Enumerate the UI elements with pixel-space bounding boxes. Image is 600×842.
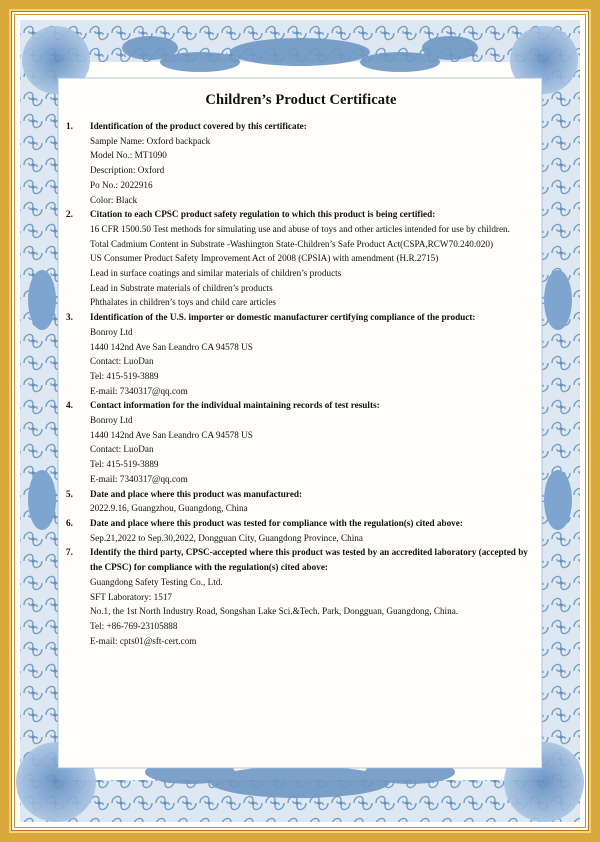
section-heading: Identification of the product covered by this certificate:	[90, 121, 307, 131]
certificate-title: Children’s Product Certificate	[205, 92, 397, 108]
section-body	[90, 310, 536, 398]
section-body	[90, 545, 536, 648]
section-number: 6.	[66, 517, 73, 528]
section-line: Sep.21,2022 to Sep.30,2022, Dongguan City, Guangdong Province, China	[90, 532, 363, 543]
section-heading: Date and place where this product was manufactured:	[90, 488, 303, 499]
section-4	[66, 398, 536, 486]
section-line: Total Cadmium Content in Substrate -Washington State-Children’s Safe Product Act(CSPA,RCW70.240.020)	[90, 238, 494, 249]
certificate-content	[66, 92, 536, 648]
section-line: Contact: LuoDan	[90, 356, 154, 367]
section-line: E-mail: cpts01@sft-cert.com	[90, 635, 197, 646]
section-line: E-mail: 7340317@qq.com	[90, 473, 188, 484]
section-line: Sample Name: Oxford backpack	[90, 135, 211, 146]
section-line: Contact: LuoDan	[90, 444, 154, 455]
section-line: Guangdong Safety Testing Co., Ltd.	[90, 576, 223, 587]
section-line: SFT Laboratory: 1517	[90, 591, 173, 602]
section-line: Lead in surface coatings and similar materials of children’s products	[90, 268, 342, 279]
section-6	[66, 516, 536, 545]
section-heading: Identify the third party, CPSC-accepted where this product was tested by an accredited laboratory (accepted by the CPSC) for compliance with the regulation(s) cited above:	[90, 547, 528, 573]
section-number: 1.	[66, 121, 73, 131]
section-2	[66, 207, 536, 310]
section-number: 3.	[66, 312, 73, 323]
section-line: Bonroy Ltd	[90, 415, 133, 426]
section-body	[90, 398, 536, 486]
section-line: 1440 142nd Ave San Leandro CA 94578 US	[90, 429, 253, 440]
section-line: Phthalates in children’s toys and child care articles	[90, 297, 276, 308]
section-3	[66, 310, 536, 398]
section-heading: Date and place where this product was tested for compliance with the regulation(s) cited above:	[90, 517, 463, 528]
section-line: Po No.: 2022916	[90, 179, 153, 190]
section-line: 2022.9.16, Guangzhou, Guangdong, China	[90, 503, 248, 514]
section-line: Tel: +86-769-23105888	[90, 620, 178, 631]
section-body	[90, 516, 536, 545]
section-heading: Contact information for the individual maintaining records of test results:	[90, 400, 380, 411]
section-line: US Consumer Product Safety Improvement Act of 2008 (CPSIA) with amendment (H.R.2715)	[90, 253, 439, 264]
section-line: E-mail: 7340317@qq.com	[90, 385, 188, 396]
section-line: 1440 142nd Ave San Leandro CA 94578 US	[90, 341, 253, 352]
section-body	[90, 487, 536, 516]
section-7	[66, 545, 536, 648]
section-number: 2.	[66, 209, 73, 220]
section-body	[90, 207, 536, 310]
section-1	[66, 119, 536, 207]
section-line: Description: Oxford	[90, 165, 165, 176]
section-line: Tel: 415-519-3889	[90, 370, 159, 381]
section-heading: Citation to each CPSC product safety regulation to which this product is being certified:	[90, 209, 436, 220]
section-line: Color: Black	[90, 194, 138, 205]
sections-list	[66, 119, 536, 648]
section-5	[66, 487, 536, 516]
section-line: Tel: 415-519-3889	[90, 459, 159, 470]
section-line: 16 CFR 1500.50 Test methods for simulating use and abuse of toys and other articles intended for use by children.	[90, 223, 510, 234]
section-line: Lead in Substrate materials of children’s products	[90, 282, 273, 293]
section-body	[90, 119, 536, 207]
section-number: 5.	[66, 488, 73, 499]
section-number: 7.	[66, 547, 73, 558]
section-heading: Identification of the U.S. importer or domestic manufacturer certifying compliance of the product:	[90, 312, 476, 323]
section-line: No.1, the 1st North Industry Road, Songshan Lake Sci.&Tech. Park, Dongguan, Guangdong, China.	[90, 606, 459, 617]
section-number: 4.	[66, 400, 73, 411]
section-line: Bonroy Ltd	[90, 326, 133, 337]
section-line: Model No.: MT1090	[90, 150, 167, 161]
